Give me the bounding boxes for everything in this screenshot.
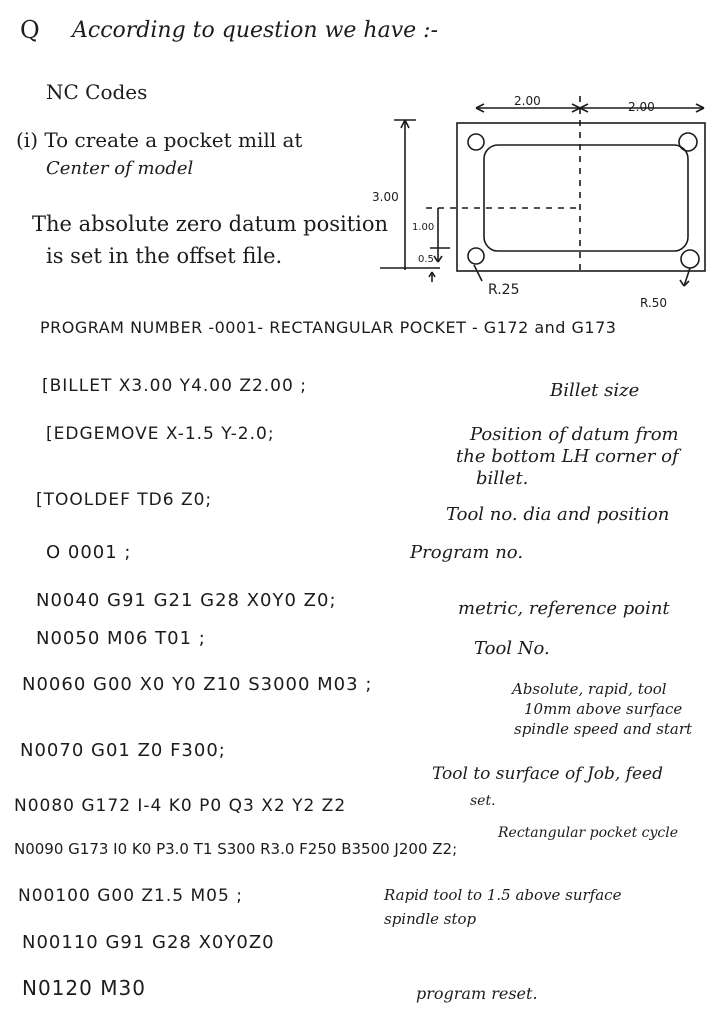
note-n0060-3: spindle speed and start (514, 720, 693, 738)
dim-inner: 1.00 (412, 222, 435, 233)
code-line-n0060: N0060 G00 X0 Y0 Z10 S3000 M03 ; (22, 674, 373, 695)
note-n00100-1: Rapid tool to 1.5 above surface (384, 886, 622, 904)
question-mark: Q (20, 16, 40, 44)
code-line-billet: [BILLET X3.00 Y4.00 Z2.00 ; (42, 376, 307, 396)
note-n0050: Tool No. (474, 638, 550, 659)
note-n0070-1: Tool to surface of Job, feed (432, 764, 663, 784)
dim-top-left: 2.00 (514, 94, 541, 108)
code-line-n0070: N0070 G01 Z0 F300; (20, 740, 226, 761)
nc-codes-label: NC Codes (46, 80, 148, 104)
note-program: Program no. (410, 542, 524, 563)
intro-line-4: is set in the offset file. (46, 244, 283, 268)
dim-offset: 0.5 (418, 254, 434, 265)
note-billet: Billet size (550, 380, 640, 401)
program-title: PROGRAM NUMBER -0001- RECTANGULAR POCKET - G172 and G173 (40, 318, 617, 337)
dim-top-right: 2.00 (628, 100, 655, 114)
code-line-n0080: N0080 G172 I-4 K0 P0 Q3 X2 Y2 Z2 (14, 796, 347, 816)
code-line-tooldef: [TOOLDEF TD6 Z0; (36, 490, 213, 510)
code-line-n0090: N0090 G173 I0 K0 P3.0 T1 S300 R3.0 F250 B3500 J200 Z2; (14, 840, 458, 858)
note-edgemove-3: billet. (476, 468, 529, 489)
note-n0120: program reset. (416, 984, 538, 1003)
note-n00100-2: spindle stop (384, 910, 477, 928)
code-line-n00100: N00100 G00 Z1.5 M05 ; (18, 886, 243, 906)
code-line-n0040: N0040 G91 G21 G28 X0Y0 Z0; (36, 590, 337, 611)
note-n0040: metric, reference point (458, 598, 670, 619)
code-line-n0050: N0050 M06 T01 ; (36, 628, 206, 649)
code-line-n0120: N0120 M30 (22, 976, 146, 1000)
note-edgemove-1: Position of datum from (470, 424, 679, 445)
intro-line-2: Center of model (46, 158, 194, 179)
radius-large: R.50 (640, 296, 667, 310)
code-line-edgemove: [EDGEMOVE X-1.5 Y-2.0; (46, 424, 275, 444)
radius-small: R.25 (488, 282, 520, 298)
note-n0060-1: Absolute, rapid, tool (512, 680, 667, 698)
intro-line-3: The absolute zero datum position (32, 212, 389, 236)
code-line-program: O 0001 ; (46, 542, 132, 563)
dim-height: 3.00 (372, 190, 399, 204)
note-edgemove-2: the bottom LH corner of (456, 446, 679, 467)
note-tooldef: Tool no. dia and position (446, 504, 670, 525)
note-n0060-2: 10mm above surface (524, 700, 683, 718)
note-n0090: Rectangular pocket cycle (498, 825, 679, 841)
note-n0070-2: set. (470, 793, 496, 809)
intro-line-1: (i) To create a pocket mill at (16, 128, 303, 152)
heading-text: According to question we have :- (72, 18, 438, 43)
code-line-n00110: N00110 G91 G28 X0Y0Z0 (22, 932, 275, 953)
